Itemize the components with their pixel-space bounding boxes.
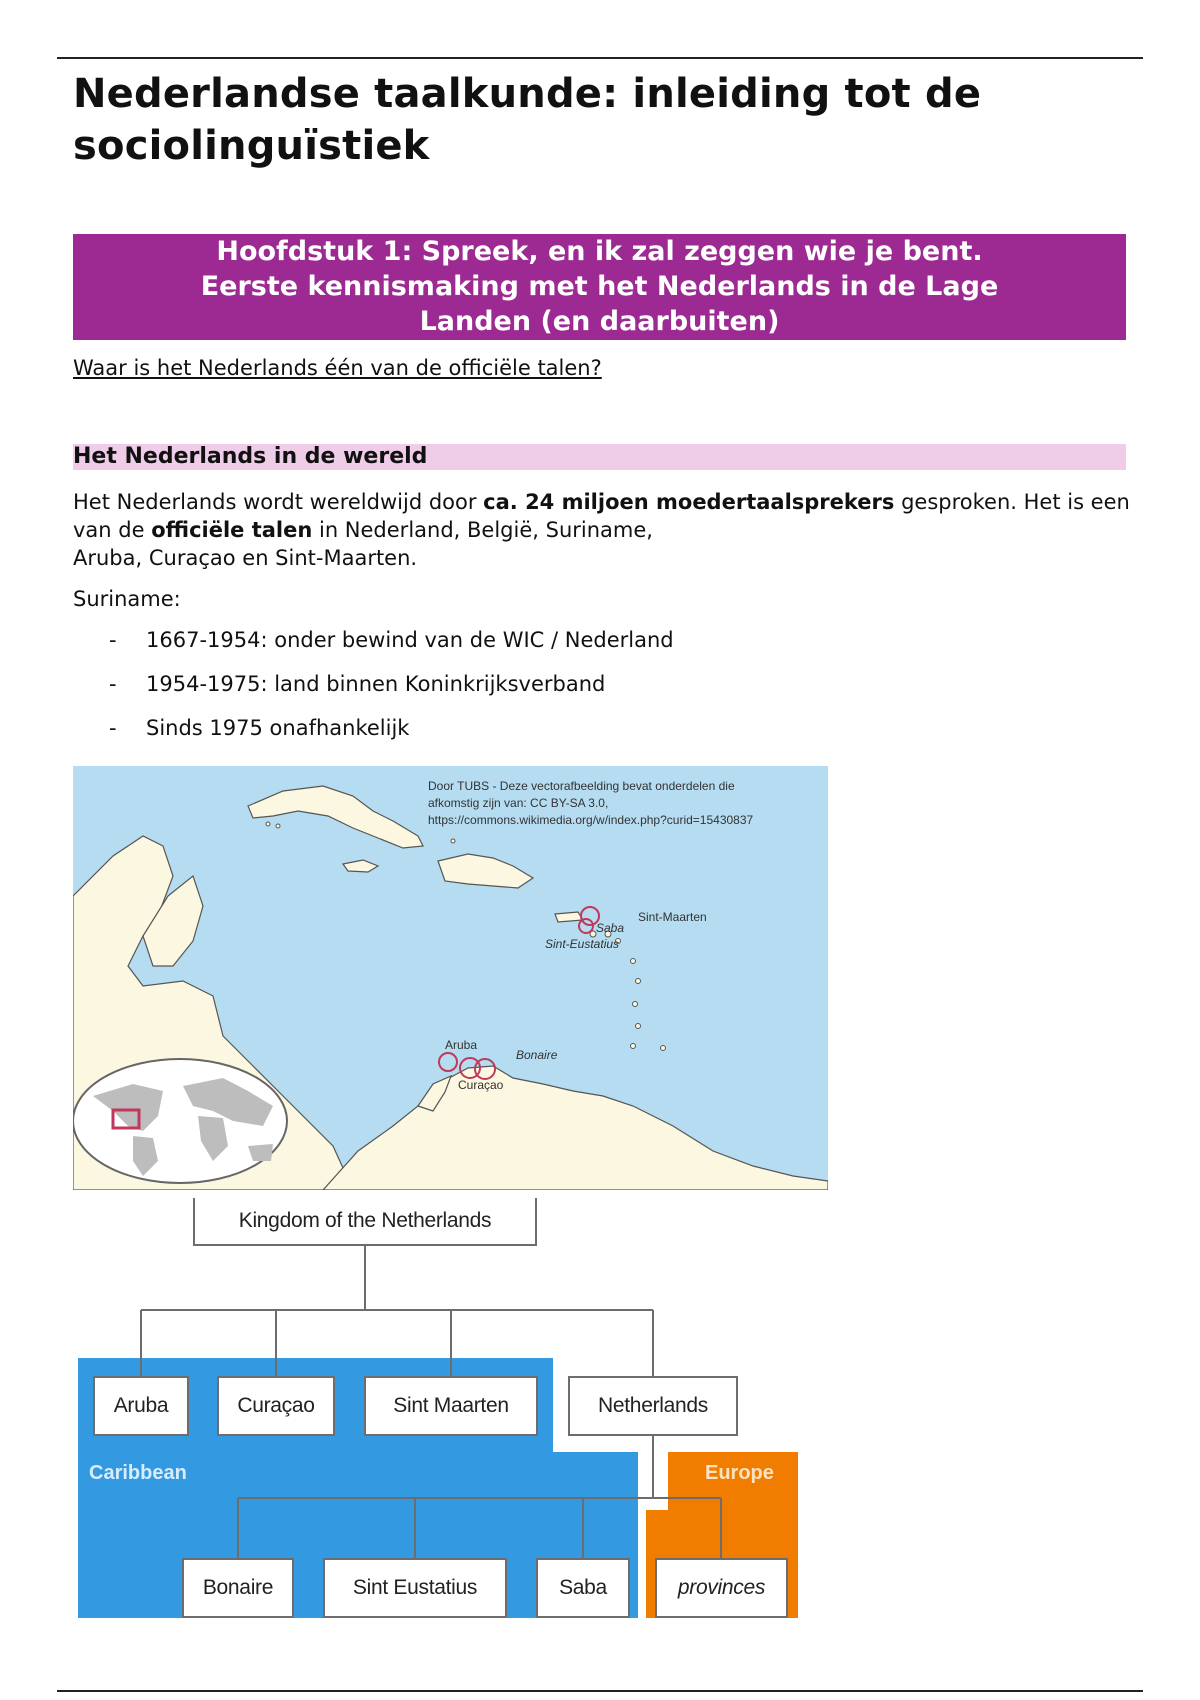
- list-item: [73, 628, 674, 672]
- bottom-rule: [57, 1690, 1143, 1692]
- hispaniola-island: [438, 854, 533, 888]
- saba-marker: [579, 919, 593, 933]
- country-box-curacao: Curaçao: [217, 1376, 335, 1436]
- para-text-1: Het Nederlands wordt wereldwijd door: [73, 490, 484, 514]
- caribbean-label: Caribbean: [89, 1462, 187, 1484]
- europe-label: Europe: [705, 1462, 774, 1484]
- provinces-box: provinces: [655, 1558, 788, 1618]
- para-text-3: in Nederland, België, Suriname,: [312, 518, 653, 542]
- credit-line: Door TUBS - Deze vectorafbeelding bevat onderdelen die: [428, 779, 735, 793]
- aruba-marker: [439, 1053, 457, 1071]
- label-saba: Saba: [596, 921, 625, 935]
- para-bold-official: officiële talen: [151, 518, 313, 542]
- country-box-netherlands: Netherlands: [568, 1376, 738, 1436]
- credit-line: afkomstig zijn van: CC BY-SA 3.0,: [428, 796, 609, 810]
- document-title: Nederlandse taalkunde: inleiding tot de sociolinguïstiek: [73, 71, 982, 169]
- locator-globe: [73, 1059, 287, 1183]
- list-item: [73, 672, 674, 716]
- chapter-heading: Hoofdstuk 1: Spreek, en ik zal zeggen wie je bent. Eerste kennismaking met het Nederlands in de Lage Landen (en daarbuiten): [73, 234, 1126, 340]
- label-sint-maarten: Sint-Maarten: [638, 910, 707, 924]
- label-curacao: Curaçao: [458, 1078, 504, 1092]
- credit-line: https://commons.wikimedia.org/w/index.php?curid=15430837: [428, 813, 754, 827]
- caribbean-map: [73, 766, 828, 1190]
- kingdom-org-chart: [73, 1198, 833, 1628]
- cuba-island: [248, 786, 423, 848]
- intro-paragraph: [73, 488, 1143, 572]
- label-sint-eustatius: Sint-Eustatius: [545, 937, 620, 951]
- top-rule: [57, 57, 1143, 59]
- country-box-aruba: Aruba: [93, 1376, 189, 1436]
- question-line: Waar is het Nederlands één van de officiële talen?: [73, 356, 602, 380]
- south-america-land: [323, 1066, 828, 1190]
- municipality-box-bonaire: Bonaire: [182, 1558, 294, 1618]
- list-item: [73, 716, 674, 760]
- list-item-text: 1667-1954: onder bewind van de WIC / Nederland: [146, 628, 674, 652]
- para-bold-speakers: ca. 24 miljoen moedertaalsprekers: [483, 490, 895, 514]
- map-graphic: [73, 766, 828, 1190]
- section-heading: Het Nederlands in de wereld: [73, 444, 1126, 470]
- kingdom-box: Kingdom of the Netherlands: [193, 1198, 537, 1246]
- suriname-list: [73, 628, 674, 760]
- label-bonaire: Bonaire: [516, 1048, 558, 1062]
- list-item-text: Sinds 1975 onafhankelijk: [146, 716, 410, 740]
- suriname-label: Suriname:: [73, 587, 181, 611]
- jamaica-island: [343, 860, 378, 872]
- municipality-box-saba: Saba: [536, 1558, 630, 1618]
- list-dash: -: [109, 716, 117, 740]
- para-text-2: gesproken. Het is een van de: [73, 490, 1130, 542]
- country-box-sint-maarten: Sint Maarten: [364, 1376, 538, 1436]
- list-item-text: 1954-1975: land binnen Koninkrijksverband: [146, 672, 606, 696]
- map-credit: [428, 778, 753, 829]
- list-dash: -: [109, 628, 117, 652]
- para-text-4: Aruba, Curaçao en Sint-Maarten.: [73, 546, 418, 570]
- list-dash: -: [109, 672, 117, 696]
- puerto-rico-island: [555, 912, 583, 922]
- label-aruba: Aruba: [445, 1038, 478, 1052]
- municipality-box-sint-eustatius: Sint Eustatius: [323, 1558, 507, 1618]
